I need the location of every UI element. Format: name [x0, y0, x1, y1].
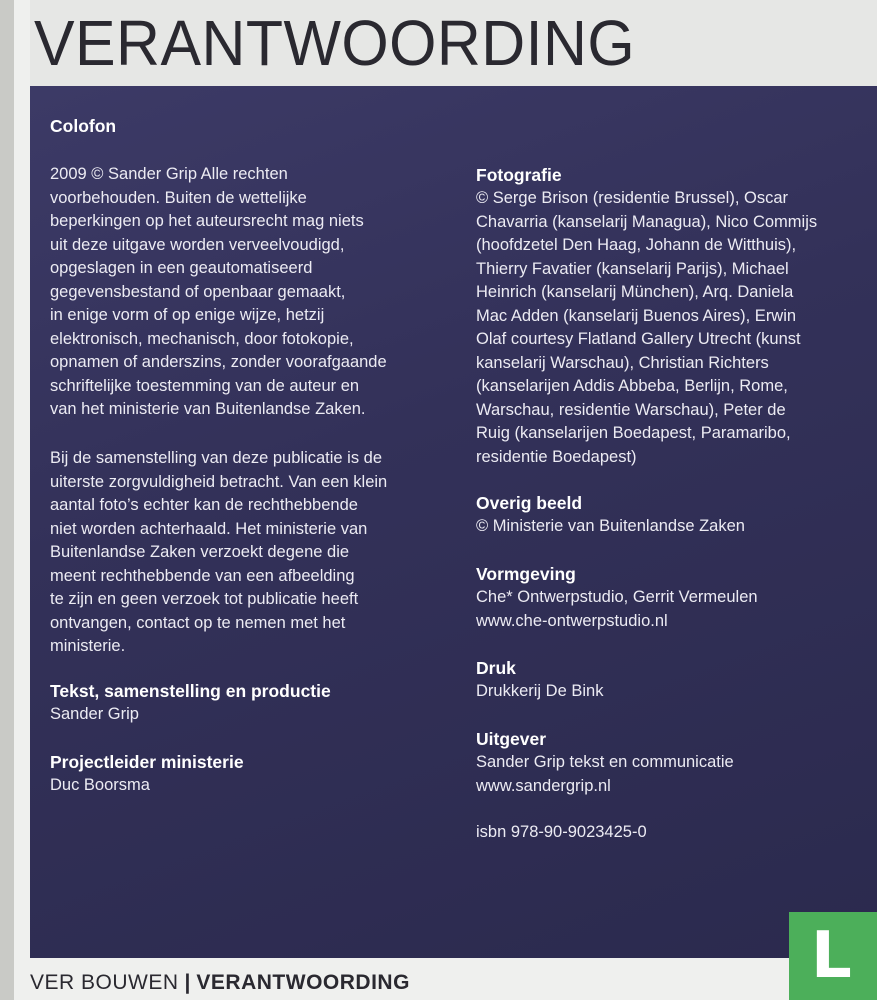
- text-credit-block: [50, 679, 435, 727]
- print-value: Drukkerij De Bink: [476, 682, 604, 700]
- section-tab: [789, 912, 877, 1000]
- colophon-panel: [30, 86, 877, 958]
- section-tab-letter: L: [811, 919, 852, 993]
- other-images-heading: Overig beeld: [476, 493, 583, 513]
- copyright-paragraph: 2009 © Sander Grip Alle rechten voorbehouden. Buiten de wettelijke beperkingen op het auteursrecht mag niets uit deze uitgave worden verveelvoudigd, opgeslagen in een geautomatiseerd gegevensbestand of openbaar gemaakt, in enige vorm of op enige wijze, hetzij elektronisch, mechanisch, door fotokopie, opnamen of anderszins, zonder voorafgaande schriftelijke toestemming van de auteur en van het ministerie van Buitenlandse Zaken.: [50, 165, 387, 418]
- project-lead-block: [50, 750, 435, 798]
- photography-heading: Fotografie: [476, 165, 562, 185]
- project-lead-heading: Projectleider ministerie: [50, 752, 244, 772]
- footer-current-chapter: VERANTWOORDING: [196, 971, 410, 994]
- design-value: Che* Ontwerpstudio, Gerrit Vermeulen www.che-ontwerpstudio.nl: [476, 588, 758, 630]
- project-lead-value: Duc Boorsma: [50, 776, 150, 794]
- footer-section: VER BOUWEN: [30, 971, 179, 994]
- design-heading: Vormgeving: [476, 564, 576, 584]
- design-block: [476, 562, 856, 633]
- footer-separator: |: [184, 971, 191, 994]
- running-footer: [30, 968, 410, 998]
- publisher-block: [476, 727, 856, 798]
- page-edge: [0, 0, 14, 1000]
- other-images-value: © Ministerie van Buitenlandse Zaken: [476, 517, 745, 535]
- text-credit-heading: Tekst, samenstelling en productie: [50, 681, 331, 701]
- page-title: VERANTWOORDING: [34, 7, 636, 79]
- isbn: isbn 978-90-9023425-0: [476, 823, 647, 841]
- photography-block: [476, 163, 856, 469]
- colofon-heading: Colofon: [50, 116, 117, 136]
- other-images-block: [476, 491, 856, 539]
- publisher-heading: Uitgever: [476, 729, 547, 749]
- print-block: [476, 656, 856, 704]
- rights-paragraph: Bij de samenstelling van deze publicatie is de uiterste zorgvuldigheid betracht. Van een klein aantal foto’s echter kan de rechthebbende niet worden achterhaald. Het ministerie van Buitenlandse Zaken verzoekt degene die meent rechthebbende van een afbeelding te zijn en geen verzoek tot publicatie heeft ontvangen, contact op te nemen met het ministerie.: [50, 449, 388, 655]
- text-credit-value: Sander Grip: [50, 705, 139, 723]
- print-heading: Druk: [476, 658, 516, 678]
- photography-value: © Serge Brison (residentie Brussel), Oscar Chavarria (kanselarij Managua), Nico Commijs (hoofdzetel Den Haag, Johann de Witthuis), Thierry Favatier (kanselarij Parijs), Michael Heinrich (kanselarij München), Arq. Daniela Mac Adden (kanselarij Buenos Aires), Erwin Olaf courtesy Flatland Gallery Utrecht (kunst kanselarij Warschau), Christian Richters (kanselarijen Addis Abbeba, Berlijn, Rome, Warschau, residentie Warschau), Peter de Ruig (kanselarijen Boedapest, Paramaribo, residentie Boedapest): [476, 189, 818, 466]
- publisher-value: Sander Grip tekst en communicatie www.sandergrip.nl: [476, 753, 734, 795]
